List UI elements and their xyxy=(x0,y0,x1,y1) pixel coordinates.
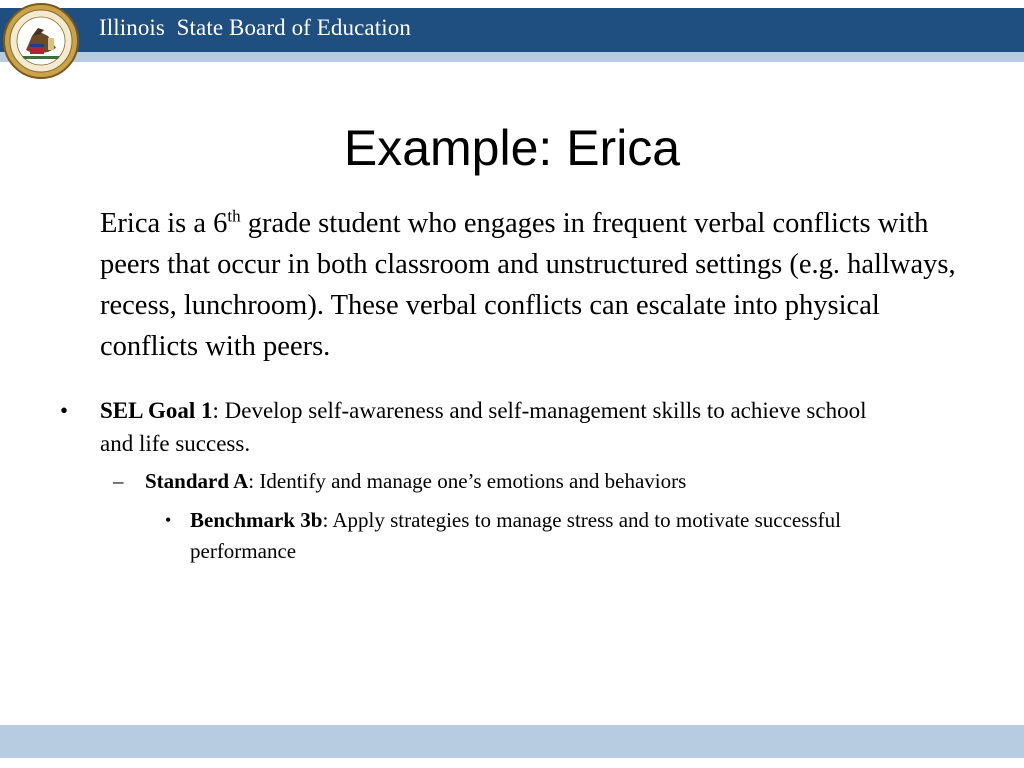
slide-title: Example: Erica xyxy=(343,120,681,176)
bullet-label: Standard A xyxy=(145,469,249,493)
intro-superscript: th xyxy=(227,206,241,226)
bullet-benchmark xyxy=(165,505,910,567)
bullet-marker: • xyxy=(60,398,69,423)
bullet-sel-goal xyxy=(60,394,900,460)
bullet-label: SEL Goal 1 xyxy=(100,398,213,423)
header-stripe xyxy=(0,52,1024,62)
bullet-text: : Apply strategies to manage stress and to motivate successful performance xyxy=(190,508,841,563)
footer-bar xyxy=(0,725,1024,758)
bullet-label: Benchmark 3b xyxy=(190,508,323,532)
header-title: Illinois State Board of Education xyxy=(99,15,411,40)
bullet-text: : Develop self-awareness and self-management skills to achieve school and life success. xyxy=(100,398,867,456)
intro-paragraph xyxy=(100,203,980,367)
state-seal-icon xyxy=(2,2,80,80)
intro-text-rest: grade student who engages in frequent verbal conflicts with peers that occur in both classroom and unstructured settings (e.g. hallways, recess, lunchroom). These verbal conflicts can escalate into physical conflicts with peers. xyxy=(100,208,956,362)
intro-text-start: Erica is a 6 xyxy=(100,208,228,239)
bullet-standard xyxy=(113,466,925,496)
bullet-marker: – xyxy=(113,469,124,493)
bullet-text: : Identify and manage one’s emotions and behaviors xyxy=(248,469,687,493)
bullet-marker: • xyxy=(165,510,172,530)
